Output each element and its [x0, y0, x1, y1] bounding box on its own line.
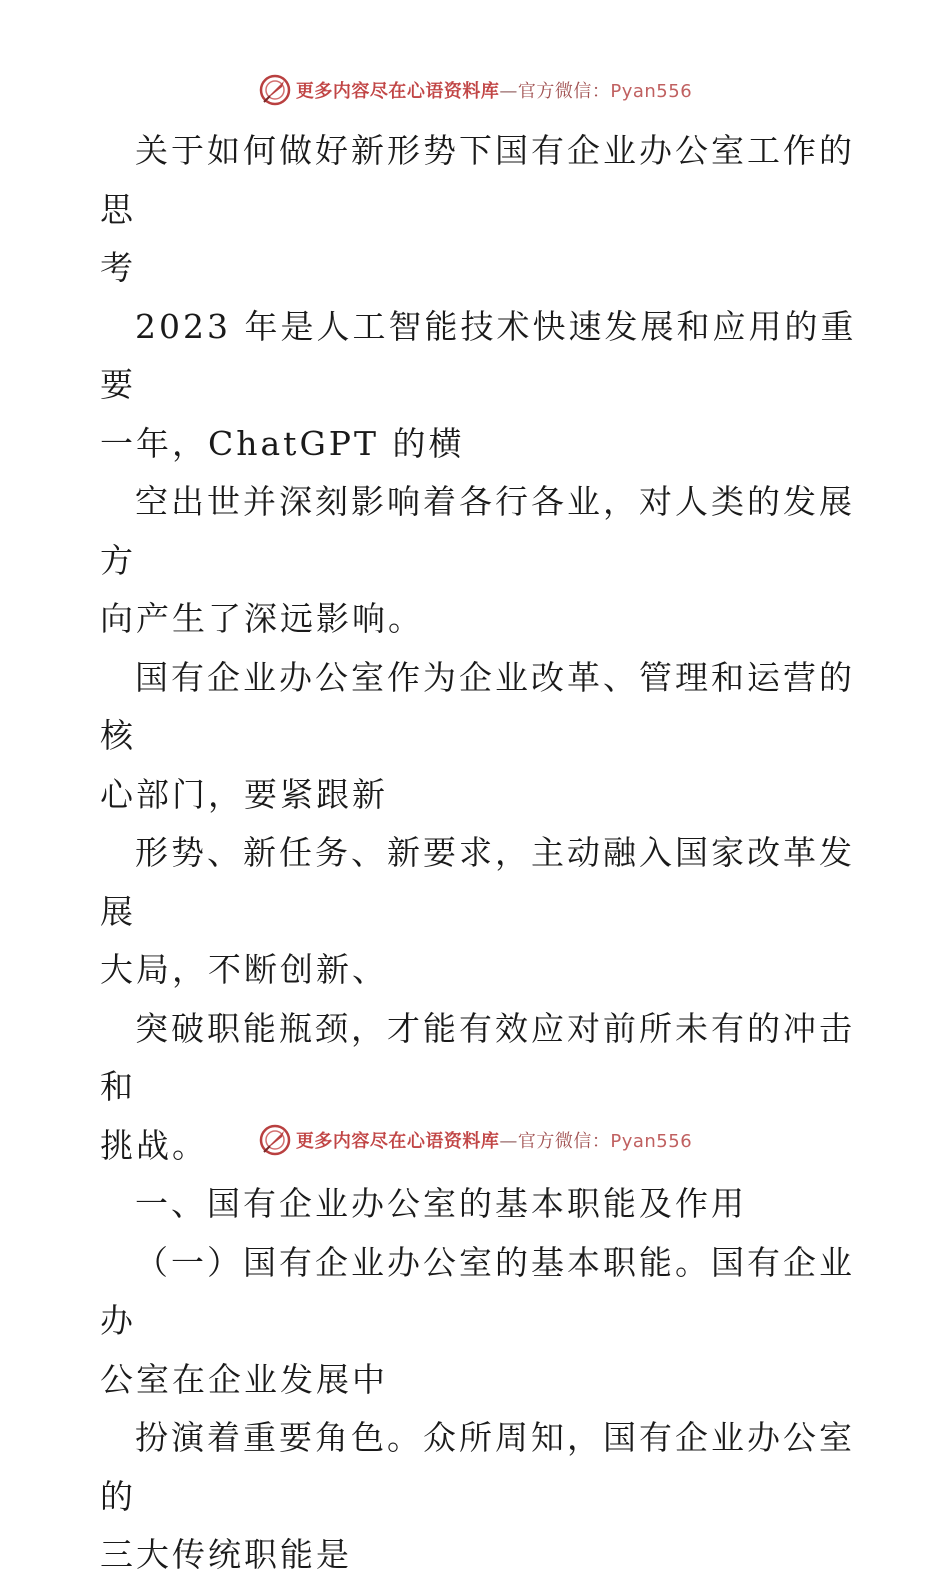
- banner-text: [296, 1127, 692, 1153]
- text-line: 2023 年是人工智能技术快速发展和应用的重要: [100, 306, 857, 404]
- text-line: 考: [100, 248, 136, 287]
- banner-lead: 更多内容尽在心语资料库: [295, 1131, 500, 1152]
- text-line: 三大传统职能是: [100, 1535, 352, 1574]
- banner-dash: —: [499, 81, 518, 102]
- text-line: （一）国有企业办公室的基本职能。国有企业办: [100, 1242, 855, 1340]
- banner-lead: 更多内容尽在心语资料库: [295, 81, 500, 102]
- text-line: 心部门，要紧跟新: [100, 774, 388, 814]
- text-line: 空出世并深刻影响着各行各业，对人类的发展方: [100, 482, 855, 580]
- header-banner: [0, 70, 950, 110]
- banner-wechat-id: Pyan556: [610, 81, 693, 102]
- text-line: 公室在企业发展中: [100, 1359, 388, 1399]
- text-line: 一、国有企业办公室的基本职能及作用: [135, 1184, 747, 1223]
- text-line: 形势、新任务、新要求，主动融入国家改革发展: [100, 833, 855, 931]
- text-line: 国有企业办公室作为企业改革、管理和运营的核: [100, 657, 855, 755]
- quill-seal-icon: [258, 73, 292, 107]
- banner-wechat-id: Pyan556: [610, 1131, 693, 1152]
- banner-wechat-label: 官方微信：: [517, 81, 611, 102]
- banner-wechat-label: 官方微信：: [517, 1131, 611, 1152]
- banner-dash: —: [499, 1131, 518, 1152]
- text-line: 挑战。: [100, 1125, 208, 1165]
- text-line: 一年，ChatGPT 的横: [100, 423, 465, 463]
- text-line: 向产生了深远影响。: [100, 599, 424, 638]
- quill-seal-icon: [258, 1123, 292, 1157]
- text-line: 关于如何做好新形势下国有企业办公室工作的思: [100, 131, 855, 229]
- document-body: [100, 122, 860, 1585]
- text-line: 大局，不断创新、: [100, 950, 388, 989]
- text-line: 扮演着重要角色。众所周知，国有企业办公室的: [100, 1418, 855, 1516]
- footer-banner: [0, 1120, 950, 1160]
- text-line: 突破职能瓶颈，才能有效应对前所未有的冲击和: [100, 1008, 855, 1106]
- banner-text: [296, 77, 692, 103]
